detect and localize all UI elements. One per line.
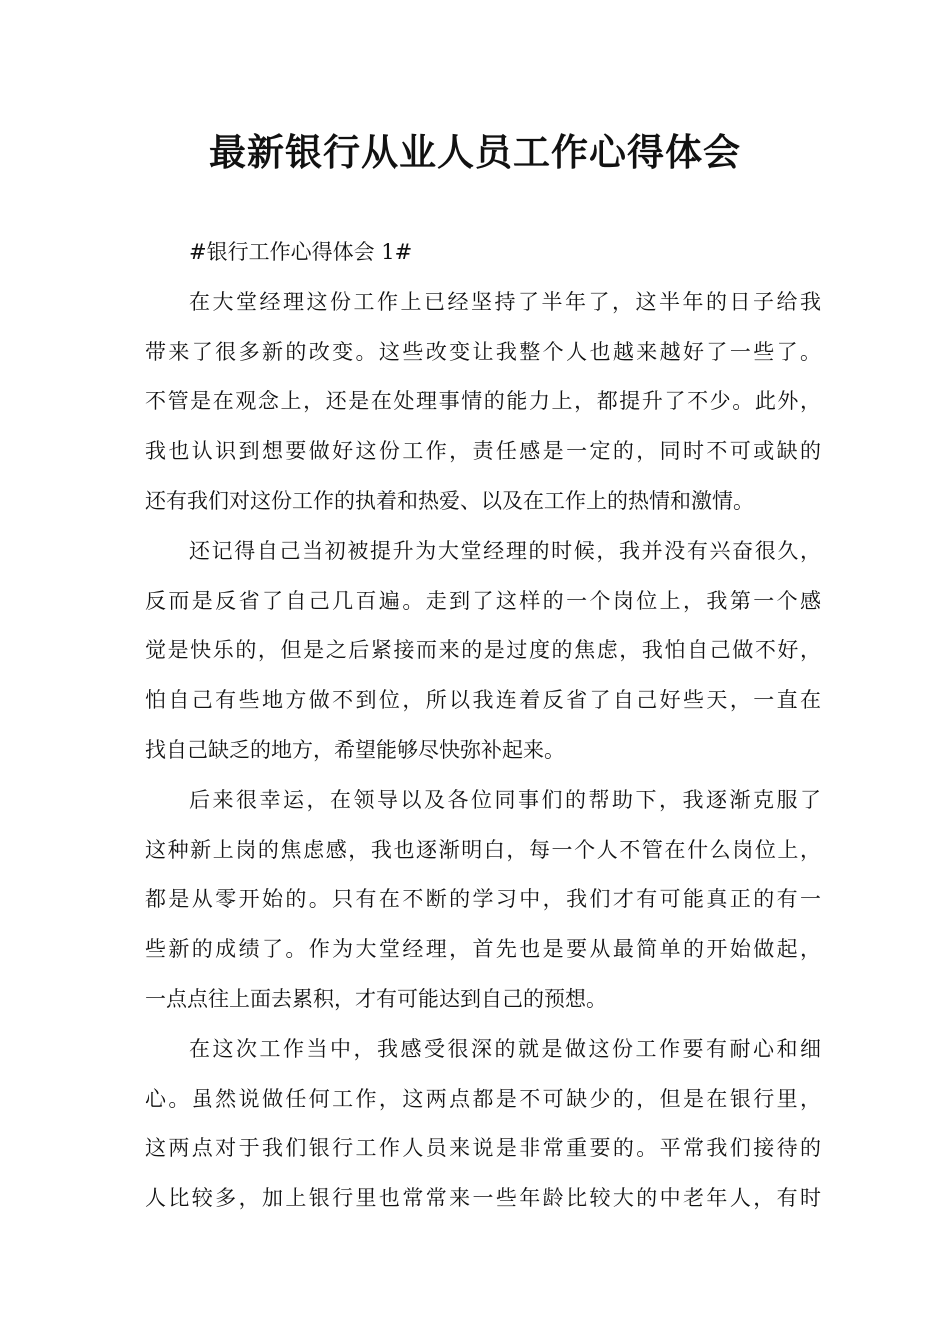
paragraph-line: 还记得自己当初被提升为大堂经理的时候，我并没有兴奋很久， — [189, 538, 821, 563]
paragraph-3 — [145, 776, 821, 1025]
paragraph-line: 带来了很多新的改变。这些改变让我整个人也越来越好了一些了。 — [145, 339, 821, 364]
paragraph-2 — [145, 527, 821, 776]
paragraph-line: 在这次工作当中，我感受很深的就是做这份工作要有耐心和细 — [189, 1036, 821, 1061]
paragraph-line: 些新的成绩了。作为大堂经理，首先也是要从最简单的开始做起， — [145, 937, 821, 962]
paragraph-line: 心。虽然说做任何工作，这两点都是不可缺少的，但是在银行里， — [145, 1086, 821, 1111]
paragraph-line: 这种新上岗的焦虑感，我也逐渐明白，每一个人不管在什么岗位上， — [145, 837, 821, 862]
document-body — [145, 228, 821, 1224]
paragraph-line: 我也认识到想要做好这份工作，责任感是一定的，同时不可或缺的 — [145, 439, 821, 464]
paragraph-line: 找自己缺乏的地方，希望能够尽快弥补起来。 — [145, 737, 565, 762]
paragraph-line: 都是从零开始的。只有在不断的学习中，我们才有可能真正的有一 — [145, 887, 821, 912]
paragraph-line: 不管是在观念上，还是在处理事情的能力上，都提升了不少。此外， — [145, 389, 821, 414]
document-title: 最新银行从业人员工作心得体会 — [209, 131, 741, 174]
paragraph-line: 在大堂经理这份工作上已经坚持了半年了，这半年的日子给我 — [189, 289, 821, 314]
paragraph-line: 怕自己有些地方做不到位，所以我连着反省了自己好些天，一直在 — [145, 688, 821, 713]
paragraph-line: 一点点往上面去累积，才有可能达到自己的预想。 — [145, 986, 607, 1011]
paragraph-line: 后来很幸运，在领导以及各位同事们的帮助下，我逐渐克服了 — [189, 787, 821, 812]
section-heading: #银行工作心得体会 1# — [189, 240, 413, 264]
paragraph-1 — [145, 278, 821, 527]
paragraph-line: 觉是快乐的，但是之后紧接而来的是过度的焦虑，我怕自己做不好， — [145, 638, 821, 663]
paragraph-line: 还有我们对这份工作的执着和热爱、以及在工作上的热情和激情。 — [145, 488, 754, 513]
paragraph-4 — [145, 1025, 821, 1224]
paragraph-line: 反而是反省了自己几百遍。走到了这样的一个岗位上，我第一个感 — [145, 588, 821, 613]
paragraph-line: 人比较多，加上银行里也常常来一些年龄比较大的中老年人，有时 — [145, 1186, 821, 1211]
paragraph-line: 这两点对于我们银行工作人员来说是非常重要的。平常我们接待的 — [145, 1136, 821, 1161]
